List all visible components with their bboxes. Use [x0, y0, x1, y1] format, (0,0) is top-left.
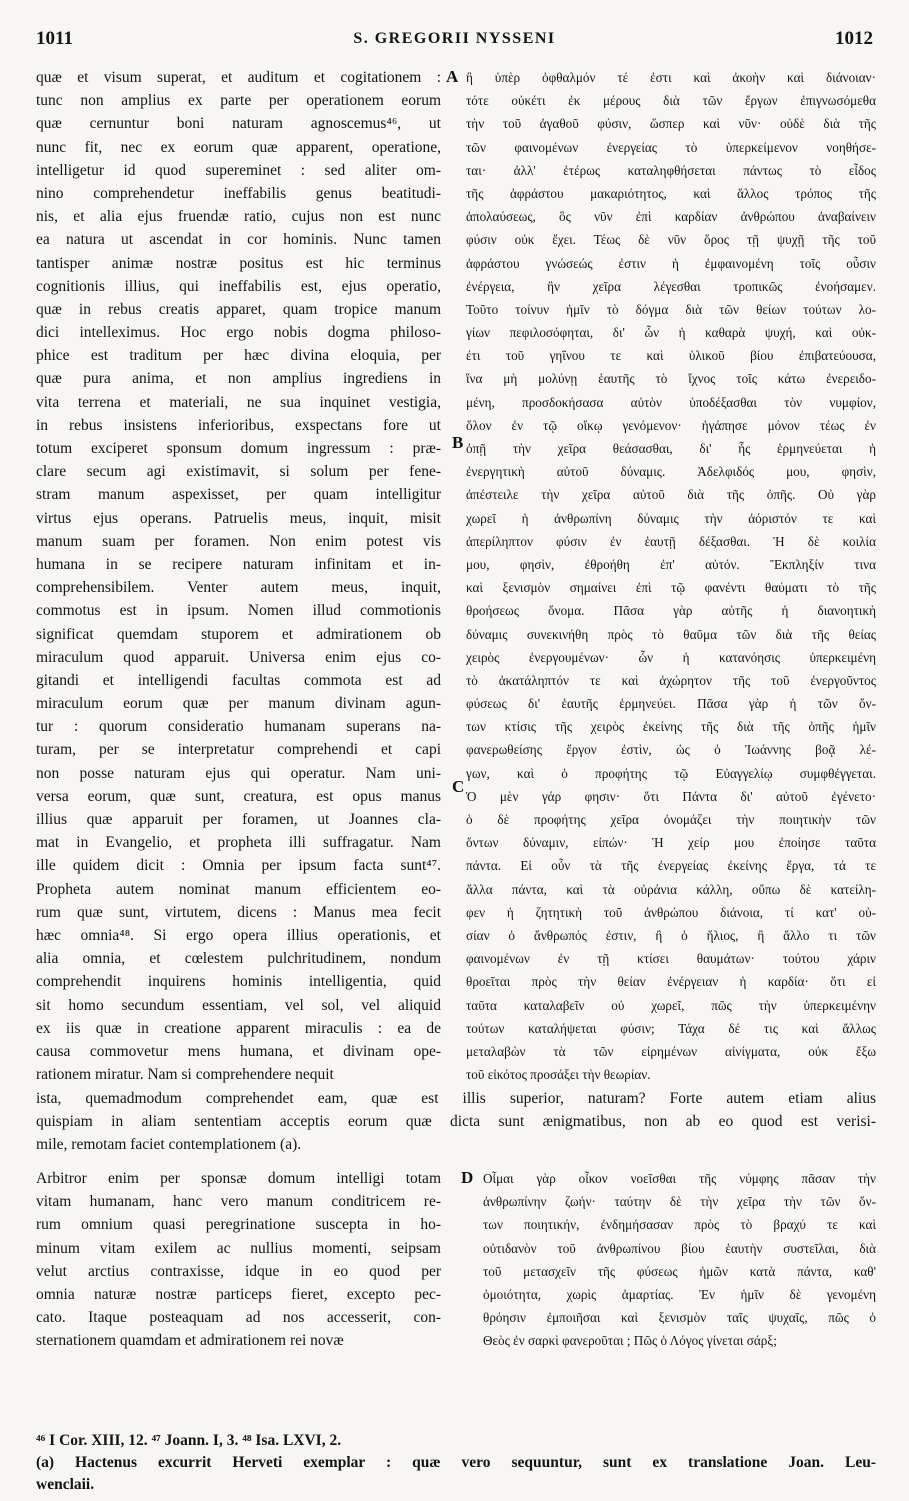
full-width-text-line: ista, quemadmodum comprehendet eam, quæ est illis superior, naturam? Forte autem etiam alius — [36, 1090, 876, 1107]
latin-text-line: ea natura ut ascendat in cor hominis. Nunc tamen — [36, 231, 441, 249]
greek-text-line: ὅλον ἐν τῷ οἴκῳ γενόμενον· ἠγάπησε μόνον τέως ἐν — [466, 417, 876, 433]
latin-text-line: commotus est in ipsum. Nomen illud commotionis — [36, 602, 441, 620]
greek-text-line: ἀφράστου γνώσεώς ἐστιν ἡ ἐμφαινομένη τοῖς οὖσιν — [466, 255, 876, 271]
greek-text-line: τῆς ἀφράστου μακαριότητος, καὶ ἄλλος τρόπος τῆς — [466, 185, 876, 201]
latin-text-line: omnia naturæ nostræ particeps fieret, excepto pec- — [36, 1285, 441, 1303]
section-marker-a: A — [446, 67, 459, 86]
greek-text-line: ἀνθρωπίνην ζωήν· ταύτην δὲ τὴν χεῖρα τὴν τῶν ὄν- — [483, 1194, 876, 1210]
latin-text-line: illius quæ apparuit per foramen, ut Joannes cla- — [36, 811, 441, 828]
greek-text-line: ἀπολαύσεως, ὃς νῦν ἐπὶ καρδίαν ἀνθρώπου ἀναβαίνειν — [466, 209, 876, 225]
latin-text-line: quæ cernuntur boni naturam agnoscemus⁴⁶, ut — [36, 115, 441, 133]
greek-text-line: φαινομένων ἐν τῇ κτίσει θαυμάτων· τούτου χάριν — [466, 951, 876, 967]
full-width-text — [36, 1087, 876, 1157]
greek-text-line: ἐνέργεια, ἣν χεῖρα λέγεσθαι τροπικῶς ἐνοήσαμεν. — [466, 278, 876, 294]
greek-text-line: μεταλαβὼν τὰ τῶν εἰρημένων αἰνίγματα, οὐκ ἔξω — [466, 1043, 876, 1059]
greek-text-line: των ποιητικήν, ἐνδημήσασαν πρὸς τὸ βραχύ τε καὶ — [483, 1217, 876, 1233]
greek-text-line: ἀπέστειλε τὴν χεῖρα αὐτοῦ διὰ τῆς ὀπῆς. Οὐ γὰρ — [466, 487, 876, 503]
greek-text-line: ὀπῇ τὴν χεῖρα θεάσασθαι, δι' ἧς ἑρμηνεύεται ἡ — [466, 441, 876, 456]
greek-text-line: θροήσεως ὄνομα. Πᾶσα γὰρ αὐτῆς ἡ διανοητικὴ — [466, 603, 876, 619]
greek-column-lower — [483, 1167, 876, 1353]
latin-text-line: clare secum agi existimavit, si solum per fene- — [36, 463, 441, 481]
page-header — [36, 28, 873, 58]
greek-text-line: ὁ δὲ προφήτης χεῖρα ὀνομάζει τὴν ποιητικὴν τῶν — [466, 812, 876, 827]
page-number-right: 1012 — [835, 28, 873, 49]
greek-text-line: των κτίσις τῆς χειρὸς ἐκείνης τῆς διὰ τῆς ὀπῆς ἡμῖν — [466, 719, 876, 735]
greek-text-line: τῶν φαινομένων ἐνεργείας τὸ ὑπερκείμενον νοηθήσε- — [466, 139, 876, 155]
latin-text-line: Arbitror enim per sponsæ domum intelligi totam — [36, 1170, 441, 1187]
latin-text-line: Propheta autem nominat manum efficientem eo- — [36, 880, 441, 898]
latin-text-line: turam, per se interpretatur comprehendi et capi — [36, 741, 441, 759]
latin-text-line: vita terrena et materiali, ne sua inquinet vestigia, — [36, 393, 441, 411]
greek-text-line: τότε οὐκέτι ἐκ μέρους διὰ τῶν ἔργων ἐπιγνωσόμεθα — [466, 93, 876, 109]
greek-text-line: χειρὸς ἐνεργουμένων· ὧν ἡ κατανόησις ὑπερκειμένη — [466, 649, 876, 665]
greek-text-line: καὶ ξενισμὸν σημαίνει ἐπὶ τῷ φανέντι θαύματι τὸ τῆς — [466, 580, 876, 596]
greek-text-line: γων, καὶ ὁ προφήτης τῷ Εὐαγγελίῳ συμφθέγγεται. — [466, 765, 876, 781]
latin-text-line: gitandi et intelligendi facultas commota est ad — [36, 671, 441, 689]
latin-text-line: humana in se recipere naturam infinitam et in- — [36, 555, 441, 573]
latin-text-line: totum exciperet sponsum domum ingressum : præ- — [36, 440, 441, 457]
greek-column-upper — [466, 66, 876, 1086]
greek-text-line: ὄντων δύναμιν, εἰπών· Ἡ χείρ μου ἐποίησε ταῦτα — [466, 835, 876, 851]
greek-text-line: Ὁ μὲν γάρ φησιν· ὅτι Πάντα δι' αὐτοῦ ἐγένετο· — [466, 788, 876, 804]
greek-text-line: φεν ἡ ζητητικὴ τοῦ ἀνθρώπου διάνοια, τί κατ' οὐ- — [466, 904, 876, 920]
latin-text-line: tunc non amplius ex parte per operationem eorum — [36, 92, 441, 110]
latin-text-line: dici intelleximus. Hoc ergo nobis dogma philoso- — [36, 324, 441, 342]
greek-text-line: ἐνεργητικὴ αὐτοῦ δύναμις. Ἀδελφιδός μου, φησὶν, — [466, 464, 876, 480]
section-marker-d: D — [461, 1168, 474, 1187]
latin-text-line: rationem miratur. Nam si comprehendere nequit — [36, 1066, 334, 1084]
greek-text-line: μένη, προσδοκήσασα αὐτὸν ὑποδέξασθαι τὸν νυμφίον, — [466, 394, 876, 410]
greek-text-line: Οἶμαι γὰρ οἶκον νοεῖσθαι τῆς νύμφης πᾶσαν τὴν — [483, 1171, 876, 1186]
greek-text-line: τὸ ἀκατάληπτόν τε καὶ ἀχώρητον τῆς τοῦ ἐνεργοῦντος — [466, 672, 876, 688]
footnotes — [36, 1430, 876, 1496]
footnote-references: ⁴⁶ I Cor. XIII, 12. ⁴⁷ Joann. I, 3. ⁴⁸ Isa. LXVI, 2. — [36, 1432, 342, 1449]
greek-text-line: τοῦ μετασχεῖν τῆς φύσεως ἡμῶν κατὰ πάντα, καθ' — [483, 1263, 876, 1279]
latin-text-line: quæ in rebus creatis apparet, quam tropice manum — [36, 300, 441, 318]
footnote-a-line1: (a) Hactenus excurrit Herveti exemplar : quæ vero sequuntur, sunt ex translatione Joan. Leu- — [36, 1454, 876, 1471]
latin-text-line: nis, et alia ejus fruendæ ratio, cujus non est nunc — [36, 208, 441, 226]
greek-text-line: φύσεως δι' ἑαυτῆς ἑρμηνεύει. Πᾶσα γὰρ ἡ τῶν ὄν- — [466, 696, 876, 712]
greek-text-line: ὁμοιότητα, χωρὶς ἁμαρτίας. Ἐν ἡμῖν δὲ γενομένη — [483, 1286, 876, 1302]
latin-text-line: in rebus insistens inferioribus, exspectans fore ut — [36, 416, 441, 434]
latin-text-line: stram manum aspexisset, per quam intelligitur — [36, 486, 441, 504]
greek-text-line: οὐτιδανὸν τοῦ ἀνθρωπίνου βίου ἑαυτὴν συστεῖλαι, διὰ — [483, 1240, 876, 1256]
greek-text-line: τὴν τοῦ ἀγαθοῦ φύσιν, ὥσπερ καὶ νῦν· οὐδὲ διὰ τῆς — [466, 116, 876, 132]
greek-text-line: ταῦτα καταλαβεῖν οὐ χωρεῖ, πῶς τὴν ὑπερκειμένην — [466, 997, 876, 1013]
greek-text-line: μου, φησὶν, ἐθροήθη ἐπ' αὐτόν. Ἔκπληξίν τινα — [466, 556, 876, 572]
running-title: S. GREGORII NYSSENI — [353, 30, 556, 47]
greek-text-line: Τοῦτο τοίνυν ἡμῖν τὸ δόγμα διὰ τῶν θείων τούτων λο- — [466, 301, 876, 317]
latin-text-line: comprehendit inquirens hominis intelligentia, quid — [36, 973, 441, 991]
greek-text-line: ἵνα μὴ μολύνῃ ἑαυτῆς τὸ ἴχνος τοῖς κάτω ἐνερειδο- — [466, 371, 876, 387]
greek-text-line: γίων πεφιλοσόφηται, δι' ὧν ἡ καθαρὰ ψυχή, καὶ οὐκ- — [466, 325, 876, 341]
latin-text-line: nino comprehendetur ineffabilis genus beatitudi- — [36, 184, 441, 202]
latin-text-line: quæ pura anima, et non amplius ingrediens in — [36, 370, 441, 388]
greek-text-line: ἄλλα πάντα, καὶ τὰ οὐράνια κάλλη, οὔπω δὲ κατείλη- — [466, 881, 876, 897]
latin-text-line: significat quemdam stuporem et admirationem ob — [36, 625, 441, 643]
latin-text-line: cato. Itaque posteaquam ad nos accesserit, con- — [36, 1309, 441, 1327]
latin-text-line: hæc omnia⁴⁸. Si ergo opera illius operationis, et — [36, 926, 441, 944]
latin-text-line: causa commovetur mens humana, et divinam ope- — [36, 1042, 441, 1060]
greek-text-line: Θεὸς ἐν σαρκὶ φανεροῦται ; Πῶς ὁ Λόγος γίνεται σάρξ; — [483, 1333, 777, 1349]
latin-text-line: alia omnia, et cœlestem pulchritudinem, nondum — [36, 950, 441, 968]
latin-text-line: phice est traditum per hæc divina eloquia, per — [36, 347, 441, 365]
latin-text-line: velut arctius contraxisse, idque in eo quod per — [36, 1262, 441, 1280]
greek-text-line: φανερωθείσης ἔργον ἐστὶν, ὡς ὁ Ἰωάννης βοᾷ λέ- — [466, 742, 876, 758]
greek-text-line: ται· ἀλλ' ἑτέρως καταληφθήσεται πάντως τὸ εἶδος — [466, 162, 876, 178]
latin-text-line: tantisper animæ nostræ positus est hic terminus — [36, 254, 441, 272]
latin-text-line: virtus ejus operans. Patruelis meus, inquit, misit — [36, 509, 441, 527]
greek-text-line: θρόησιν ἐμποιῆσαι καὶ ξενισμὸν ταῖς ψυχαῖς, πῶς ὁ — [483, 1310, 876, 1326]
section-marker-b: B — [452, 433, 464, 452]
greek-text-line: σίαν ὁ ἄνθρωπός ἐστιν, ἢ ὁ ἥλιος, ἢ ἄλλο τι τῶν — [466, 927, 876, 943]
greek-text-line: τοῦ εἰκότος προσάξει τὴν θεωρίαν. — [466, 1067, 651, 1083]
latin-text-line: non posse naturam ejus qui operatur. Nam uni- — [36, 764, 441, 782]
greek-text-line: έτι τοῦ γηΐνου τε καὶ ὑλικοῦ βίου ἐπιβατεύουσα, — [466, 348, 876, 364]
latin-text-line: rum omnium quasi peregrinatione suscepta in ho- — [36, 1216, 441, 1234]
latin-text-line: manum suam per foramen. Non enim potest vis — [36, 532, 441, 550]
latin-text-line: versa eorum, quæ sunt, creatura, est opus manus — [36, 787, 441, 805]
greek-text-line: ἀπερίληπτον φύσιν ἐν ἑαυτῇ δέξασθαι. Ἡ δὲ κοιλία — [466, 533, 876, 549]
latin-text-line: sternationem quamdam et admirationem rei novæ — [36, 1332, 344, 1350]
greek-text-line: πάντα. Εἰ οὖν τὰ τῆς ἐνεργείας ἐκείνης ἔργα, τά τε — [466, 858, 876, 874]
full-width-text-line: mile, remotam faciet contemplationem (a). — [36, 1136, 302, 1154]
greek-text-line: ἢ ὑπὲρ ὀφθαλμόν τέ ἐστι καὶ ἀκοὴν καὶ διάνοιαν· — [466, 70, 876, 85]
full-width-text-line: quispiam in aliam sententiam acceptis eorum quæ dicta sunt ænigmatibus, non ab eo quod est verisi- — [36, 1113, 876, 1131]
greek-text-line: φύσιν οὐκ ἔχει. Τέως δὲ νῦν ὅρος τῇ ψυχῇ τῆς τοῦ — [466, 232, 876, 248]
latin-text-line: mat in Evangelio, et propheta illi suffragatur. Nam — [36, 834, 441, 852]
section-marker-c: C — [452, 777, 465, 796]
latin-text-line: quæ et visum superat, et auditum et cogitationem : — [36, 69, 441, 86]
greek-text-line: δύναμις συνεκινήθη πρὸς τὸ θαῦμα τῶν διὰ τῆς θείας — [466, 626, 876, 642]
latin-text-line: intelligetur id quod supereminet : sed aliter om- — [36, 161, 441, 179]
latin-text-line: rum quæ sunt, virtutem, dicens : Manus mea fecit — [36, 903, 441, 921]
latin-text-line: miraculum quod apparuit. Universa enim ejus co- — [36, 648, 441, 666]
latin-column-upper — [36, 66, 441, 1086]
latin-text-line: comprehensibilem. Venter autem meus, inquit, — [36, 579, 441, 597]
latin-text-line: miraculum eorum quæ per manum divinam agun- — [36, 695, 441, 713]
latin-text-line: tur : quorum consideratio humanam superans na- — [36, 718, 441, 736]
latin-text-line: nunc fit, nec ex eorum quæ apparent, operatione, — [36, 138, 441, 156]
latin-text-line: cognitionis illius, qui ineffabilis est, ejus operatio, — [36, 277, 441, 295]
greek-text-line: χωρεῖ ἡ ἀνθρωπίνη δύναμις τὴν ἀόριστόν τε καὶ — [466, 510, 876, 526]
greek-text-line: τούτων καταλήψεται φύσιν; Τάχα δέ τις καὶ ἄλλως — [466, 1020, 876, 1036]
latin-text-line: ille quidem dicit : Omnia per ipsum facta sunt⁴⁷. — [36, 857, 441, 875]
latin-column-lower — [36, 1167, 441, 1353]
latin-text-line: sit homo secundum essentiam, vel sol, vel aliquid — [36, 996, 441, 1014]
latin-text-line: vitam humanam, hanc vero manum conditricem re- — [36, 1193, 441, 1211]
page-number-left: 1011 — [36, 28, 73, 49]
greek-text-line: θροεῖται πρὸς τὴν θείαν ἐνέργειαν ἡ καρδία· ὅτι εἰ — [466, 974, 876, 990]
latin-text-line: ex iis quæ in creatione apparent miraculis : ea de — [36, 1019, 441, 1037]
footnote-a-line2: wenclaii. — [36, 1476, 95, 1493]
latin-text-line: minum vitam exilem ac nullius momenti, seipsam — [36, 1239, 441, 1257]
